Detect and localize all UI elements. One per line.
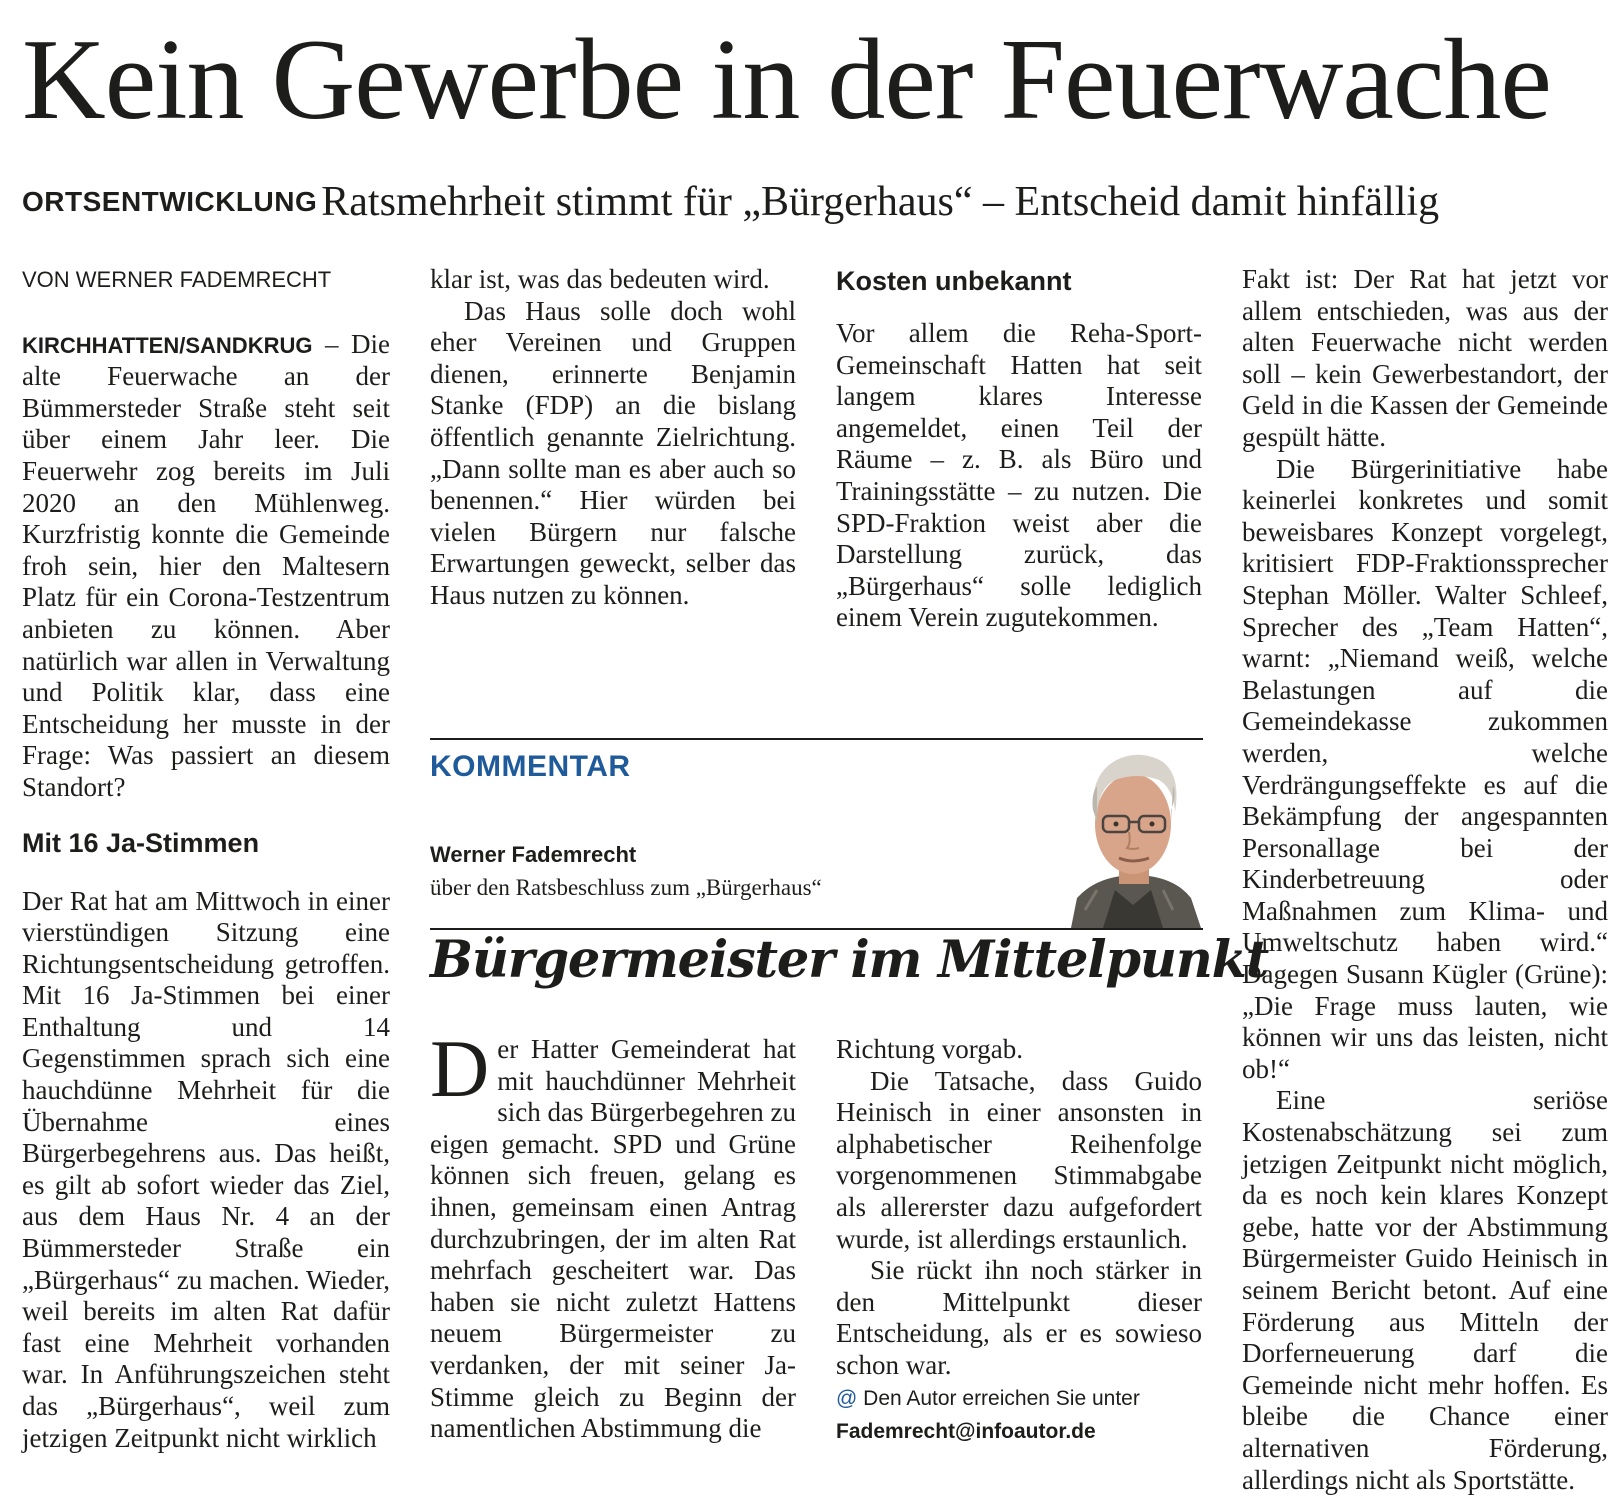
comment-author-suffix: über den Ratsbeschluss zum „Bürgerhaus“: [430, 875, 822, 900]
article-paragraph-part: Vor allem die Reha-Sport-Gemeinschaft Hatten hat seit langem klares Interesse angemeldet, einen Teil der Räume – z. B. als Büro und Trainingsstätte – zu nutzen. Die SPD-Fraktion weist aber die Darstellung zurück, das „Bürgerhaus“ solle lediglich einem Verein zugutekommen.: [836, 318, 1202, 633]
paragraph-text: er Hatter Gemeinderat hat mit hauchdünner Mehrheit sich das Bürgerbegehren zu eigen gemacht. SPD und Grüne können sich freuen, gelang es ihnen, gemeinsam einen Antrag durchzubringen, der im alten Rat mehrfach gescheitert war. Das haben sie nicht zuletzt Hattens neuem Bürgermeister zu verdanken, der mit seiner Ja-Stimme gleich zu Beginn der namentlichen Abstimmung die: [430, 1034, 796, 1444]
author-email-link[interactable]: Fademrecht@infoautor.de: [836, 1419, 1096, 1443]
article-paragraph: Eine seriöse Kostenabschätzung sei zum jetzigen Zeitpunkt nicht möglich, da es noch kein klares Konzept gebe, hatte vor der Abstimmung Bürgermeister Guido Heinisch in seinem Bericht betont. Auf eine Förderung aus Mitteln der Dorferneuerung darf die Gemeinde nicht mehr hoffen. Es bleibe die Chance einer alternativen Förderung, allerdings nicht als Sportstätte.: [1242, 1085, 1608, 1495]
author-photo: [1063, 740, 1203, 928]
comment-paragraph-continued: Richtung vorgab.: [836, 1034, 1023, 1064]
kicker: ORTSENTWICKLUNG: [22, 186, 318, 217]
comment-header: [430, 738, 1203, 930]
article-paragraph: [22, 329, 390, 804]
author-contact: [836, 1382, 1202, 1448]
at-icon: @: [836, 1386, 858, 1410]
byline: VON WERNER FADEMRECHT: [22, 267, 332, 292]
drop-cap: D: [430, 1023, 490, 1114]
article-paragraph-part: Der Rat hat am Mittwoch in einer vierstündigen Sitzung eine Richtungsentscheidung getroffen. Mit 16 Ja-Stimmen bei einer Enthaltung und 14 Gegenstimmen sprach sich eine hauchdünne Mehrheit für die Übernahme eines Bürgerbegehrens aus. Das heißt, es gilt ab sofort wieder das Ziel, aus dem Haus Nr. 4 an der Bümmersteder Straße ein „Bürgerhaus“ zu machen. Wieder, weil bereits im alten Rat dafür fast eine Mehrheit vorhanden war. In Anführungszeichen steht das „Bürgerhaus“, weil zum jetzigen Zeitpunkt nicht wirklich: [22, 885, 390, 1453]
comment-column-1: [430, 1023, 796, 1445]
subheadline: Ratsmehrheit stimmt für „Bürgerhaus“ – Entscheid damit hinfällig: [321, 179, 1440, 225]
subhead-mit-16-ja-stimmen: Mit 16 Ja-Stimmen: [22, 827, 260, 858]
article-paragraph-continued: klar ist, was das bedeuten wird.: [430, 264, 770, 294]
comment-paragraph: [430, 1023, 796, 1445]
subhead-kosten-unbekannt: Kosten unbekannt: [836, 266, 1072, 296]
column-1: [22, 264, 390, 1454]
comment-title: Bürgermeister im Mittelpunkt: [430, 930, 1269, 990]
article-paragraph: Das Haus solle doch wohl eher Vereinen und Gruppen dienen, erinnerte Benjamin Stanke (FDP) an die bislang öffentlich genannte Zielrichtung. „Dann sollte man es aber auch so benennen.“ Hier würden bei vielen Bürgern nur falsche Erwartungen geweckt, selber das Haus nutzen zu können.: [430, 295, 796, 610]
paragraph-text: – Die alte Feuerwache an der Bümmersteder Straße steht seit über einem Jahr leer. Die Feuerwehr zog bereits im Juli 2020 an den Mühlenweg. Kurzfristig konnte die Gemeinde froh sein, hier den Maltesern Platz für ein Corona-Testzentrum anbieten zu können. Aber natürlich war allen in Verwaltung und Politik klar, dass eine Entscheidung her musste in der Frage: Was passiert an diesem Standort?: [22, 328, 390, 802]
comment-label: KOMMENTAR: [430, 750, 631, 783]
comment-column-2: [836, 1034, 1202, 1448]
column-3: [836, 264, 1202, 634]
comment-author-line: [430, 838, 822, 904]
column-2: [430, 264, 796, 612]
column-4: [1242, 264, 1608, 1496]
comment-paragraph: Die Tatsache, dass Guido Heinisch in einer ansonsten in alphabetischer Reihenfolge vorgenommenen Stimmabgabe als allererster dazu aufgefordert wurde, ist allerdings erstaunlich.: [836, 1065, 1202, 1254]
article-paragraph-continued: Fakt ist: Der Rat hat jetzt vor allem entschieden, was aus der alten Feuerwache nicht werden soll – kein Gewerbestandort, der Geld in die Kassen der Gemeinde gespült hätte.: [1242, 264, 1608, 452]
comment-paragraph: Sie rückt ihn noch stärker in den Mittelpunkt dieser Entscheidung, als er es sowieso schon war.: [836, 1255, 1202, 1380]
dateline: KIRCHHATTEN/SANDKRUG: [22, 332, 313, 358]
article-paragraph: Die Bürgerinitiative habe keinerlei konkretes und somit beweisbares Konzept vorgelegt, kritisiert FDP-Fraktionssprecher Stephan Möller. Walter Schleef, Sprecher des „Team Hatten“, warnt: „Niemand weiß, welche Belastungen auf die Gemeindekasse zukommen werden, welche Verdrängungseffekte es auf die Bekämpfung der angespannten Personallage bei der Kinderbetreuung oder Maßnahmen zum Klima- und Umweltschutz haben wird.“ Dagegen Susann Kügler (Grüne): „Die Frage muss lauten, wie können wir uns das leisten, nicht ob!“: [1242, 453, 1608, 1084]
contact-text: Den Autor erreichen Sie unter: [857, 1386, 1140, 1410]
comment-author-name: Werner Fademrecht: [430, 842, 637, 867]
headline: Kein Gewerbe in der Feuerwache: [22, 16, 1551, 144]
subheadline-row: [22, 178, 1612, 226]
